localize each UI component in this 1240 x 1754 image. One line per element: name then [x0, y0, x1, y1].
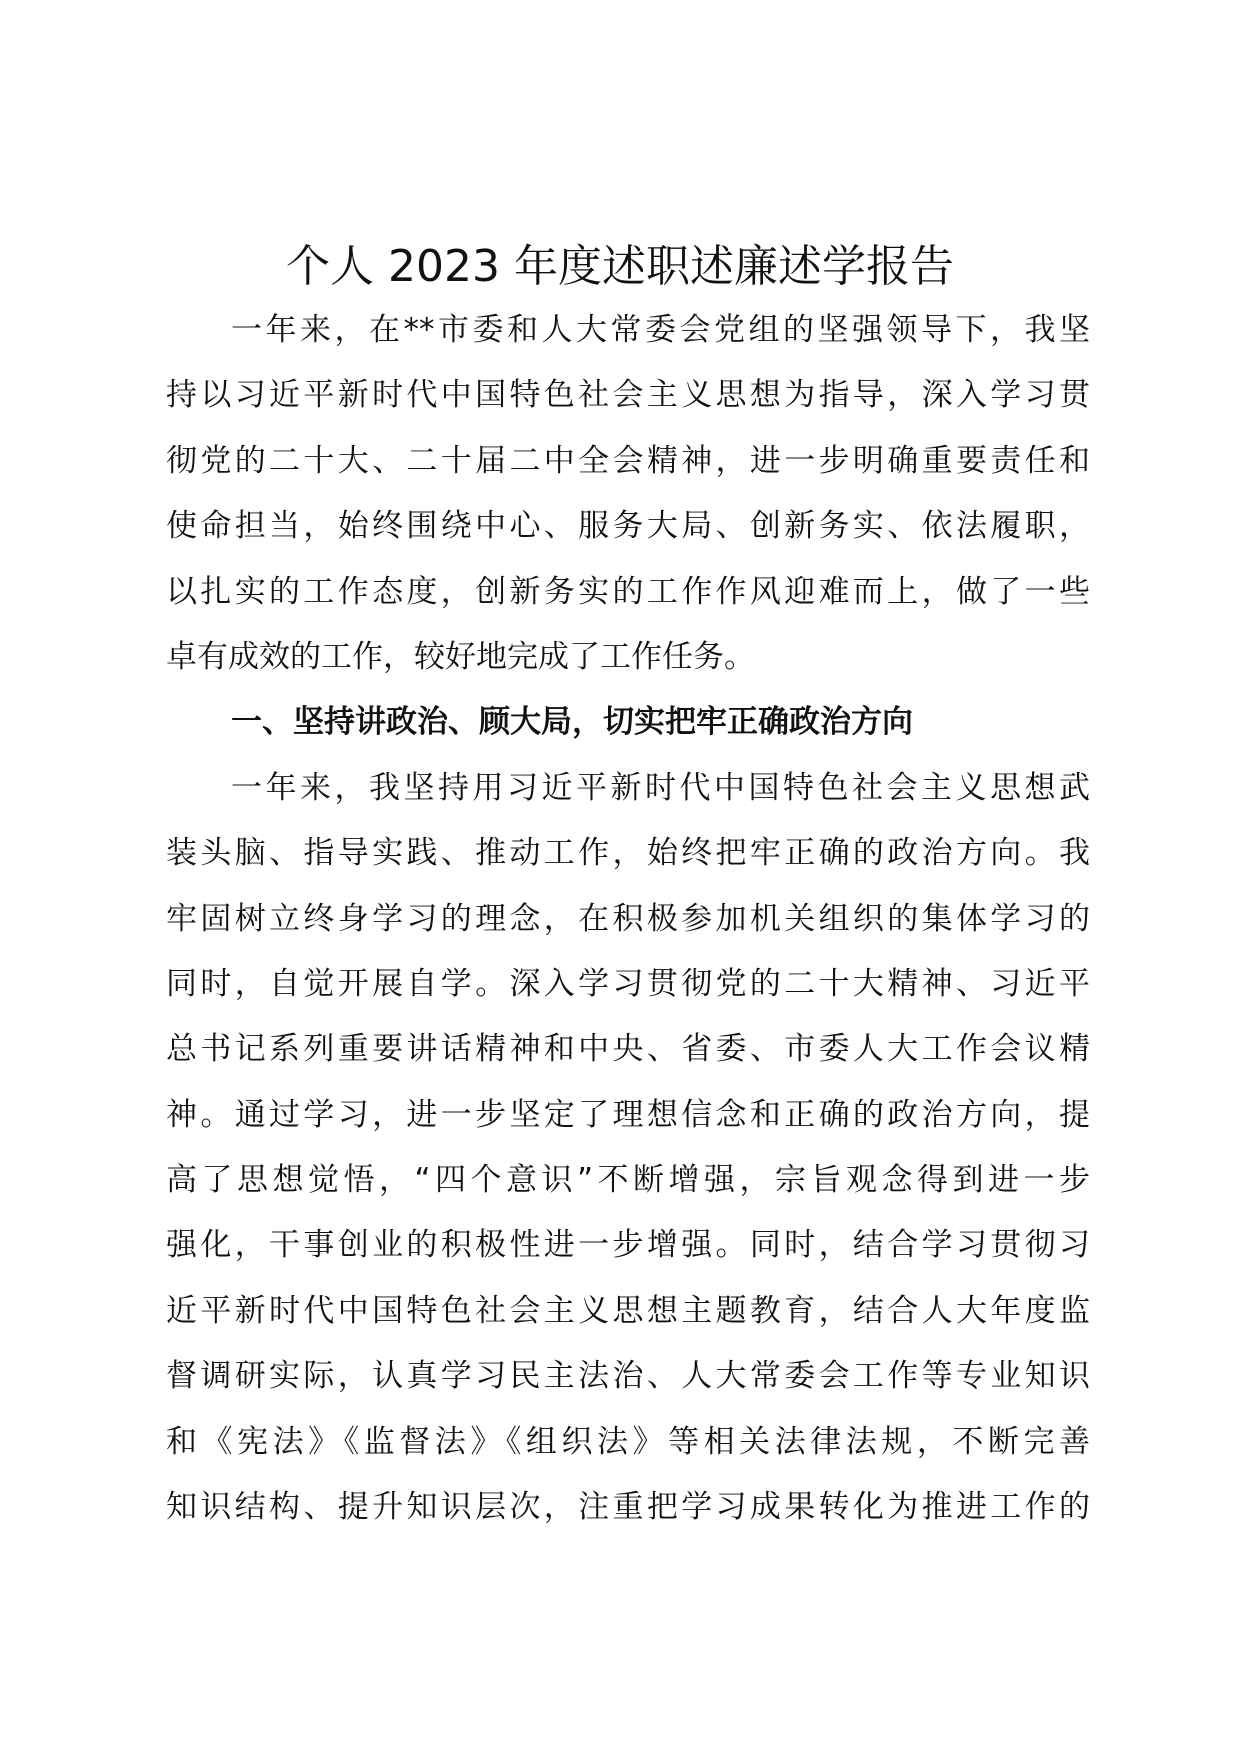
paragraph-line: 一年来，在**市委和人大常委会党组的坚强领导下，我坚 — [231, 312, 1090, 348]
paragraph-line: 高了思想觉悟，“四个意识”不断增强，宗旨观念得到进一步 — [166, 1162, 1090, 1199]
section-heading: 一、坚持讲政治、顾大局，切实把牢正确政治方向 — [231, 704, 913, 741]
paragraph-line: 彻党的二十大、二十届二中全会精神，进一步明确重要责任和 — [166, 442, 1090, 479]
paragraph-line: 强化，干事创业的积极性进一步增强。同时，结合学习贯彻习 — [166, 1227, 1090, 1264]
paragraph-line: 使命担当，始终围绕中心、服务大局、创新务实、依法履职， — [166, 508, 1090, 545]
paragraph-line: 神。通过学习，进一步坚定了理想信念和正确的政治方向，提 — [166, 1096, 1090, 1133]
paragraph-line: 同时，自觉开展自学。深入学习贯彻党的二十大精神、习近平 — [166, 965, 1090, 1002]
paragraph-line: 总书记系列重要讲话精神和中央、省委、市委人大工作会议精 — [166, 1031, 1090, 1068]
paragraph-line: 近平新时代中国特色社会主义思想主题教育，结合人大年度监 — [166, 1292, 1090, 1329]
paragraph-line: 和《宪法》《监督法》《组织法》等相关法律法规，不断完善 — [166, 1423, 1090, 1460]
paragraph-line: 卓有成效的工作，较好地完成了工作任务。 — [166, 638, 755, 675]
paragraph-line: 督调研实际，认真学习民主法治、人大常委会工作等专业知识 — [166, 1358, 1090, 1395]
paragraph-line: 以扎实的工作态度，创新务实的工作作风迎难而上，做了一些 — [166, 573, 1090, 610]
document-body — [166, 298, 1090, 1540]
paragraph-line: 知识结构、提升知识层次，注重把学习成果转化为推进工作的 — [166, 1489, 1090, 1526]
paragraph-line: 装头脑、指导实践、推动工作，始终把牢正确的政治方向。我 — [166, 835, 1090, 872]
paragraph-line: 持以习近平新时代中国特色社会主义思想为指导，深入学习贯 — [166, 377, 1090, 414]
paragraph-line: 一年来，我坚持用习近平新时代中国特色社会主义思想武 — [231, 769, 1090, 806]
paragraph-line: 牢固树立终身学习的理念，在积极参加机关组织的集体学习的 — [166, 900, 1090, 937]
document-title: 个人 2023 年度述职述廉述学报告 — [286, 241, 954, 292]
